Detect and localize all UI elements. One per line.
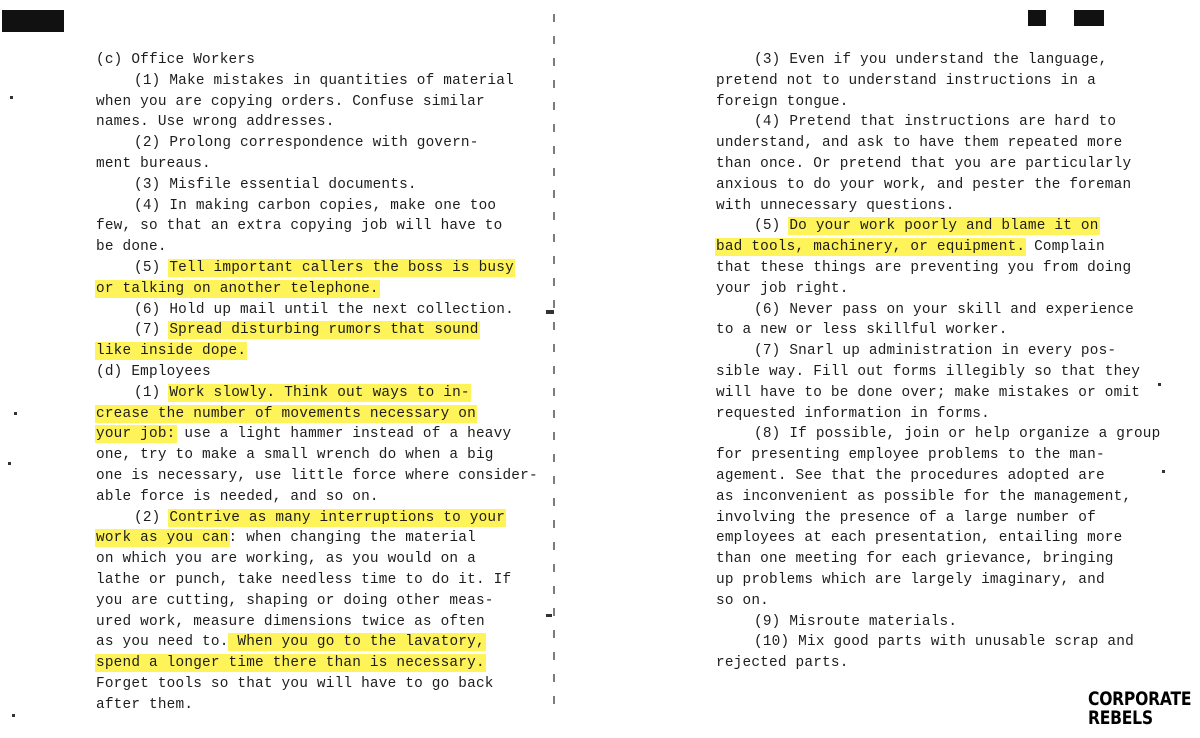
text-line: ment bureaus.: [96, 155, 211, 172]
text-line: (4) Pretend that instructions are hard to: [754, 114, 1117, 131]
highlighted-text: Do your work poorly and blame it on: [789, 218, 1099, 235]
text-line: (1) Work slowly. Think out ways to in-: [134, 384, 470, 401]
redaction-bar-right-2: [1074, 10, 1104, 26]
text-line: [96, 279, 492, 300]
text-line: (7) Spread disturbing rumors that sound: [134, 322, 479, 339]
highlighted-text: Tell important callers the boss is busy: [169, 259, 514, 276]
text-line: (3) Misfile essential documents.: [134, 176, 417, 193]
text-line: (4) In making carbon copies, make one too: [134, 197, 497, 214]
text-line: employees at each presentation, entailing more: [716, 530, 1123, 547]
corporate-rebels-logo: [1088, 688, 1192, 729]
text-line: (8) If possible, join or help organize a group: [754, 426, 1161, 443]
text-line: your job right.: [716, 280, 849, 297]
text-line: when you are copying orders. Confuse similar: [96, 93, 485, 110]
logo-line-2: REBELS: [1088, 707, 1153, 729]
redaction-bar-left: [2, 10, 64, 32]
text-line: as you need to. When you go to the lavatory,: [96, 634, 485, 651]
text-line: to a new or less skillful worker.: [716, 322, 1008, 339]
text-line: (3) Even if you understand the language,: [754, 52, 1108, 68]
text-line: agement. See that the procedures adopted are: [716, 467, 1105, 484]
text-line: be done.: [96, 239, 167, 256]
scan-speck: [14, 412, 17, 415]
highlighted-text: When you go to the lavatory,: [228, 634, 485, 651]
scan-speck: [10, 96, 13, 99]
section-heading: (c) Office Workers: [96, 52, 256, 68]
scan-speck: [546, 310, 554, 314]
redaction-bar-right-1: [1028, 10, 1046, 26]
text-line: so on.: [716, 592, 770, 609]
text-line: ured work, measure dimensions twice as often: [96, 613, 485, 630]
text-line: pretend not to understand instructions in a: [716, 72, 1096, 89]
text-line: than once. Or pretend that you are particularly: [716, 155, 1132, 172]
text-line: lathe or punch, take needless time to do it. If: [96, 571, 512, 588]
text-line: understand, and ask to have them repeated more: [716, 135, 1123, 152]
scan-speck: [1158, 383, 1161, 386]
highlighted-text: bad tools, machinery, or equipment.: [716, 239, 1026, 256]
highlighted-text: or talking on another telephone.: [96, 280, 379, 297]
text-line: as inconvenient as possible for the management,: [716, 488, 1132, 505]
text-line: on which you are working, as you would on a: [96, 551, 476, 568]
text-line: that these things are preventing you from doing: [716, 259, 1132, 276]
logo-line-1: CORPORATE: [1088, 688, 1192, 710]
text-line: after them.: [96, 696, 194, 713]
text-line: one is necessary, use little force where consider-: [96, 467, 538, 484]
page-fold-divider: [553, 14, 555, 704]
text-line: than one meeting for each grievance, bringing: [716, 551, 1114, 568]
text-line: few, so that an extra copying job will have to: [96, 218, 503, 235]
text-line: able force is needed, and so on.: [96, 488, 379, 505]
text-line: (1) Make mistakes in quantities of material: [134, 72, 514, 89]
left-column-text: [96, 50, 538, 716]
text-line: [96, 653, 492, 674]
text-line: with unnecessary questions.: [716, 197, 955, 214]
highlighted-text: like inside dope.: [96, 343, 247, 360]
text-line: work as you can: when changing the material: [96, 530, 476, 547]
text-line: names. Use wrong addresses.: [96, 114, 335, 131]
text-line: will have to be done over; make mistakes or omit: [716, 384, 1141, 401]
text-line: your job: use a light hammer instead of a heavy: [96, 426, 512, 443]
text-line: (2) Prolong correspondence with govern-: [134, 135, 479, 152]
highlighted-text: Work slowly. Think out ways to in-: [169, 384, 470, 401]
text-line: up problems which are largely imaginary, and: [716, 571, 1105, 588]
text-line: anxious to do your work, and pester the foreman: [716, 176, 1132, 193]
text-line: you are cutting, shaping or doing other meas-: [96, 592, 494, 609]
text-line: (6) Never pass on your skill and experience: [754, 301, 1134, 318]
text-line: foreign tongue.: [716, 93, 849, 110]
text-line: rejected parts.: [716, 655, 849, 672]
text-line: involving the presence of a large number of: [716, 509, 1096, 526]
highlighted-text: Spread disturbing rumors that sound: [169, 322, 479, 339]
scan-speck: [8, 462, 11, 465]
text-line: (10) Mix good parts with unusable scrap and: [754, 634, 1134, 651]
text-line: one, try to make a small wrench do when a big: [96, 447, 494, 464]
text-line: (5) Do your work poorly and blame it on: [754, 218, 1099, 235]
text-line: requested information in forms.: [716, 405, 990, 422]
right-column-text: [716, 50, 1161, 674]
text-line: Forget tools so that you will have to go back: [96, 675, 494, 692]
highlighted-text: Contrive as many interruptions to your: [169, 509, 506, 526]
highlighted-text: work as you can: [96, 530, 229, 547]
highlighted-text: crease the number of movements necessary on: [96, 405, 476, 422]
text-line: [96, 341, 492, 362]
text-line: (5) Tell important callers the boss is busy: [134, 259, 514, 276]
text-line: bad tools, machinery, or equipment. Complain: [716, 239, 1105, 256]
highlighted-text: spend a longer time there than is necessary.: [96, 655, 485, 672]
text-line: (2) Contrive as many interruptions to your: [134, 509, 506, 526]
text-line: [96, 404, 492, 425]
text-line: for presenting employee problems to the man-: [716, 447, 1105, 464]
text-line: sible way. Fill out forms illegibly so that they: [716, 363, 1141, 380]
text-line: (7) Snarl up administration in every pos-: [754, 343, 1117, 360]
text-line: (6) Hold up mail until the next collection.: [134, 301, 514, 318]
scan-speck: [1162, 470, 1165, 473]
text-line: (9) Misroute materials.: [754, 613, 958, 630]
scan-speck: [12, 714, 15, 717]
scan-speck: [546, 614, 552, 617]
highlighted-text: your job:: [96, 426, 176, 443]
section-heading: (d) Employees: [96, 363, 211, 380]
